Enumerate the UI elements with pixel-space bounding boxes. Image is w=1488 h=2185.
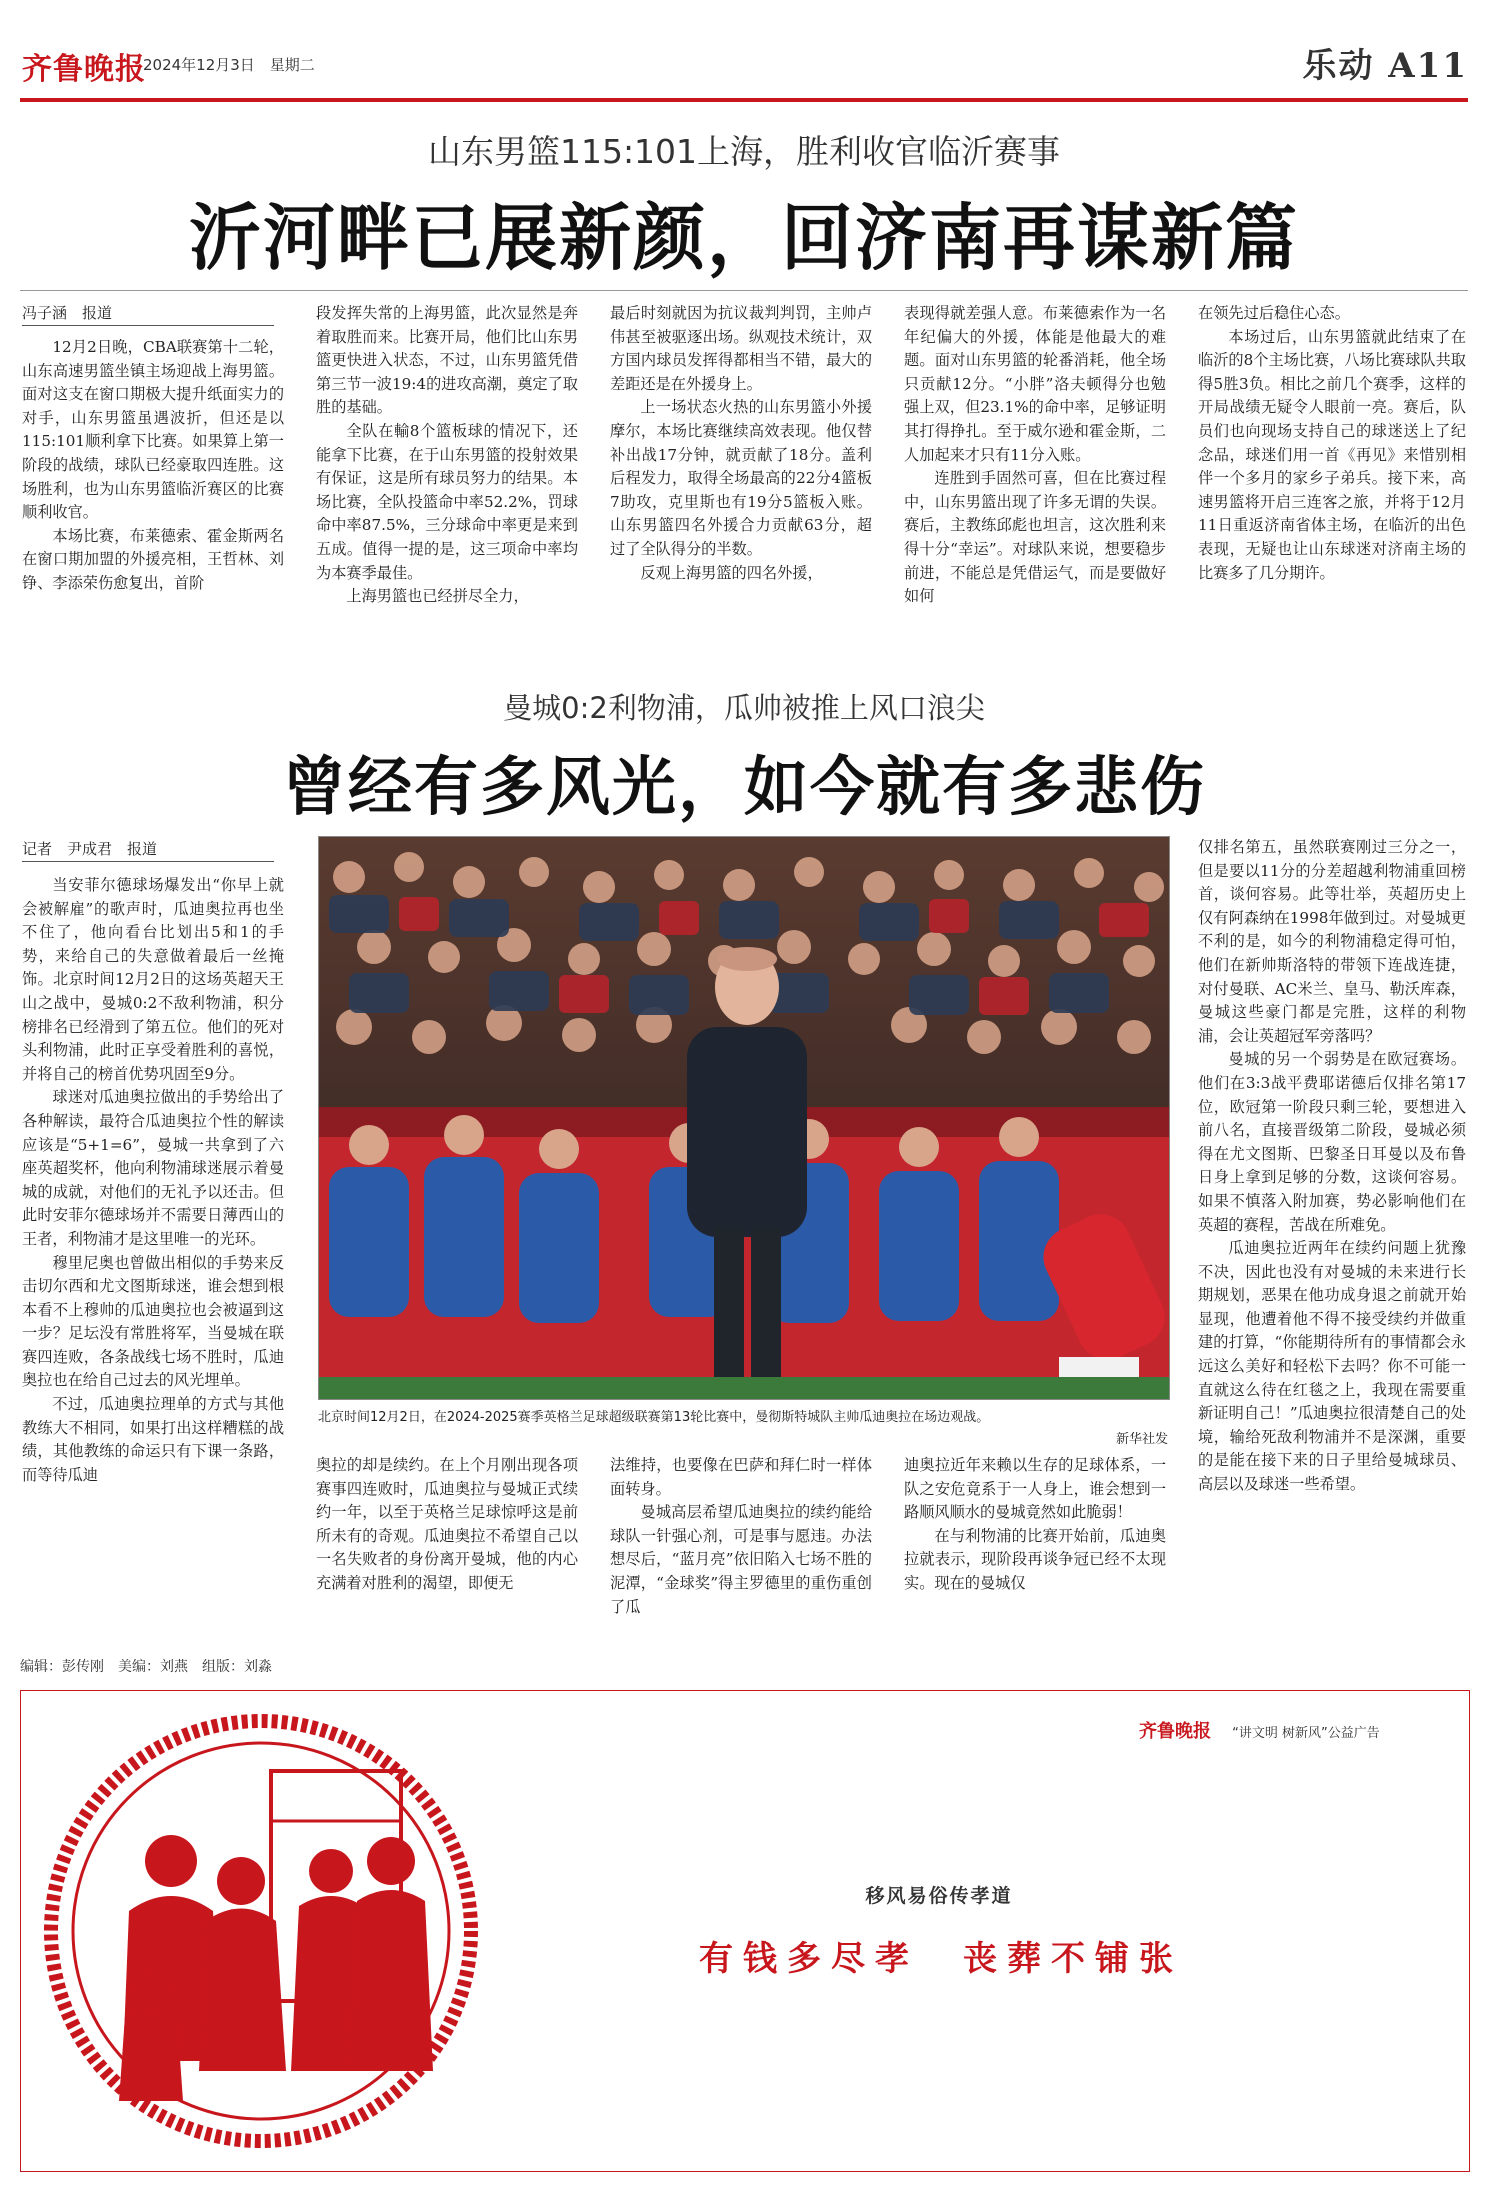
story1-column-3: 最后时刻就因为抗议裁判判罚，主帅卢伟甚至被驱逐出场。纵观技术统计，双方国内球员发挥得都相当不错，最大的差距还是在外援身上。 上一场状态火热的山东男篮小外援摩尔，本场比赛继续高效表现。他仅替补出战17分钟，就贡献了18分。盖利后程发力，取得全场最高的22分4篮板7助攻，克里斯也有19分5篮板入账。山东男篮四名外援合力贡献63分，超过了全队得分的半数。 反观上海男篮的四名外援， bbox=[610, 304, 872, 582]
story1-column-2: 段发挥失常的上海男篮，此次显然是奔着取胜而来。比赛开局，他们比山东男篮更快进入状态，不过，山东男篮凭借第三节一波19:4的进攻高潮，奠定了取胜的基础。 全队在輸8个篮板球的情况下，还能拿下比赛，在于山东男篮的投射效果有保证，这是所有球员努力的结果。本场比赛，全队投篮命中率52.2%，罚球命中率87.5%，三分球命中率更是来到五成。值得一提的是，这三项命中率均为本赛季最佳。 上海男篮也已经拼尽全力， bbox=[316, 304, 578, 606]
story1-headline: 沂河畔已展新颜，回济南再谋新篇 bbox=[188, 195, 1299, 280]
story1-byline: 冯子涵 报道 bbox=[22, 302, 274, 326]
story2-bottom-column-2: 法维持，也要像在巴萨和拜仁时一样体面转身。 曼城高层希望瓜迪奥拉的续约能给球队一针强心剂，可是事与愿违。办法想尽后，“蓝月亮”依旧陷入七场不胜的泥潭，“金球奖”得主罗德里的重伤重创了瓜 bbox=[610, 1456, 872, 1616]
public-service-ad bbox=[20, 1690, 1470, 2172]
news-photo bbox=[318, 836, 1170, 1400]
story1-column-4: 表现得就差强人意。布莱德索作为一名年纪偏大的外援，体能是他最大的难题。面对山东男篮的轮番消耗，他全场只贡献12分。“小胖”洛夫顿得分也勉强上双，但23.1%的命中率，足够证明其打得挣扎。至于威尔逊和霍金斯，二人加起来才只有11分入账。 连胜到手固然可喜，但在比赛过程中，山东男篮出现了许多无谓的失误。赛后，主教练邱彪也坦言，这次胜利来得十分“幸运”。对球队来说，想要稳步前进，不能总是凭借运气，而是要做好如何 bbox=[904, 304, 1166, 606]
masthead-rule bbox=[20, 98, 1468, 102]
story1-column-1: 12月2日晚，CBA联赛第十二轮，山东高速男篮坐镇主场迎战上海男篮。面对这支在窗口期极大提升纸面实力的对手，山东男篮虽遇波折，但还是以115:101顺利拿下比赛。如果算上第一阶段的战绩，球队已经豪取四连胜。这场胜利，也为山东男篮临沂赛区的比赛顺利收官。 本场比赛，布莱德索、霍金斯两名在窗口期加盟的外援亮相，王哲林、刘铮、李添荣伤愈复出，首阶 bbox=[22, 338, 284, 592]
section-page bbox=[1302, 38, 1468, 87]
story2-subhead: 曼城0:2利物浦，瓜帅被推上风口浪尖 bbox=[503, 691, 985, 725]
ad-newspaper-logo: 齐鲁晚报 bbox=[1139, 1721, 1211, 1742]
story1-rule bbox=[20, 290, 1468, 291]
editor-credits: 编辑：彭传刚 美编：刘燕 组版：刘淼 bbox=[20, 1659, 272, 1675]
ad-slogan: 有钱多尽孝 丧葬不铺张 bbox=[699, 1939, 1183, 1979]
section-name: 乐动 bbox=[1302, 46, 1375, 86]
ad-header bbox=[1139, 1717, 1380, 1743]
page-number: A11 bbox=[1388, 46, 1468, 86]
story2-left-column: 当安菲尔德球场爆发出“你早上就会被解雇”的歌声时，瓜迪奥拉再也坐不住了，他向看台比划出5和1的手势，来给自己的失意做着最后一丝掩饰。北京时间12月2日的这场英超天王山之战中，曼城0:2不敌利物浦，积分榜排名已经滑到了第五位。他们的死对头利物浦，此时正享受着胜利的喜悦，并将自己的榜首优势巩固至9分。 球迷对瓜迪奥拉做出的手势给出了各种解读，最符合瓜迪奥拉个性的解读应该是“5+1=6”，曼城一共拿到了六座英超奖杯，他向利物浦球迷展示着曼城的成就，对他们的无礼予以还击。但此时安菲尔德球场并不需要日薄西山的王者，利物浦才是这里唯一的光环。 穆里尼奥也曾做出相似的手势来反击切尔西和尤文图斯球迷，谁会想到根本看不上穆帅的瓜迪奥拉也会被逼到这一步？足坛没有常胜将军，当曼城在联赛四连败，各条战线七场不胜时，瓜迪奥拉也在给自己过去的风光埋单。 不过，瓜迪奥拉理单的方式与其他教练大不相同，如果打出这样糟糕的战绩，其他教练的命运只有下课一条路，而等待瓜迪 bbox=[22, 876, 284, 1484]
story2-byline: 记者 尹成君 报道 bbox=[22, 838, 274, 862]
story1-subhead: 山东男篮115:101上海，胜利收官临沂赛事 bbox=[427, 132, 1061, 171]
story2-bottom-column-1: 奥拉的却是续约。在上个月刚出现各项赛事四连败时，瓜迪奥拉与曼城正式续约一年，以至于英格兰足球惊呼这是前所未有的奇观。瓜迪奥拉不希望自己以一名失败者的身份离开曼城，他的内心充满着对胜利的渴望，即便无 bbox=[316, 1456, 578, 1592]
papercut-family-illustration bbox=[41, 1711, 481, 2151]
ad-tag: “讲文明 树新风”公益广告 bbox=[1232, 1726, 1380, 1741]
photo-credit: 新华社发 bbox=[1115, 1432, 1168, 1447]
newspaper-logo: 齐鲁晚报 bbox=[22, 52, 146, 87]
issue-date: 2024年12月3日 星期二 bbox=[143, 56, 315, 74]
story2-right-column: 仅排名第五，虽然联赛刚过三分之一，但是要以11分的分差超越利物浦重回榜首，谈何容易。此等壮举，英超历史上仅有阿森纳在1998年做到过。对曼城更不利的是，如今的利物浦稳定得可怕，他们在新帅斯洛特的带领下连战连捷，对付曼联、AC米兰、皇马、勒沃库森，曼城这些豪门都是完胜，这样的利物浦，会让英超冠军旁落吗？ 曼城的另一个弱势是在欧冠赛场。他们在3:3战平费耶诺德后仅排名第17位，欧冠第一阶段只剩三轮，要想进入前八名，直接晋级第二阶段，曼城必须得在尤文图斯、巴黎圣日耳曼以及布鲁日身上拿到足够的分数，这谈何容易。如果不慎落入附加赛，势必影响他们在英超的赛程，苦战在所难免。 瓜迪奥拉近两年在续约问题上犹豫不决，因此也没有对曼城的未来进行长期规划，恶果在他功成身退之前就开始显现，他遭着他不得不接受续约并做重建的打算，“你能期待所有的事情都会永远这么美好和轻松下去吗？你不可能一直就这么待在红毯之上，我现在需要重新证明自己！”瓜迪奥拉很清楚自己的处境，输给死敌利物浦并不是深渊，重要的是能在接下来的日子里给曼城球员、高层以及球迷一些希望。 bbox=[1198, 838, 1466, 1494]
coach-stadium-illustration bbox=[319, 837, 1169, 1399]
story2-headline: 曾经有多风光，如今就有多悲伤 bbox=[282, 750, 1206, 825]
photo-caption: 北京时间12月2日，在2024-2025赛季英格兰足球超级联赛第13轮比赛中，曼彻斯特城队主帅瓜迪奥拉在场边观战。 bbox=[318, 1410, 990, 1425]
story1-column-5: 在领先过后稳住心态。 本场过后，山东男篮就此结束了在临沂的8个主场比赛，八场比赛球队共取得5胜3负。相比之前几个赛季，这样的开局战绩无疑令人眼前一亮。赛后，队员们也向现场支持自己的球迷送上了纪念品，球迷们用一首《再见》来惜别相伴一个多月的家乡子弟兵。接下来，高速男篮将开启三连客之旅，并将于12月11日重返济南省体主场，在临沂的出色表现，无疑也让山东球迷对济南主场的比赛多了几分期许。 bbox=[1198, 304, 1466, 582]
ad-title: 移风易俗传孝道 bbox=[865, 1885, 1013, 1907]
story2-bottom-column-3: 迪奥拉近年来赖以生存的足球体系，一队之安危竟系于一人身上，谁会想到一路顺风顺水的曼城竟然如此脆弱！ 在与利物浦的比赛开始前，瓜迪奥拉就表示，现阶段再谈争冠已经不太现实。现在的曼城仅 bbox=[904, 1456, 1166, 1592]
